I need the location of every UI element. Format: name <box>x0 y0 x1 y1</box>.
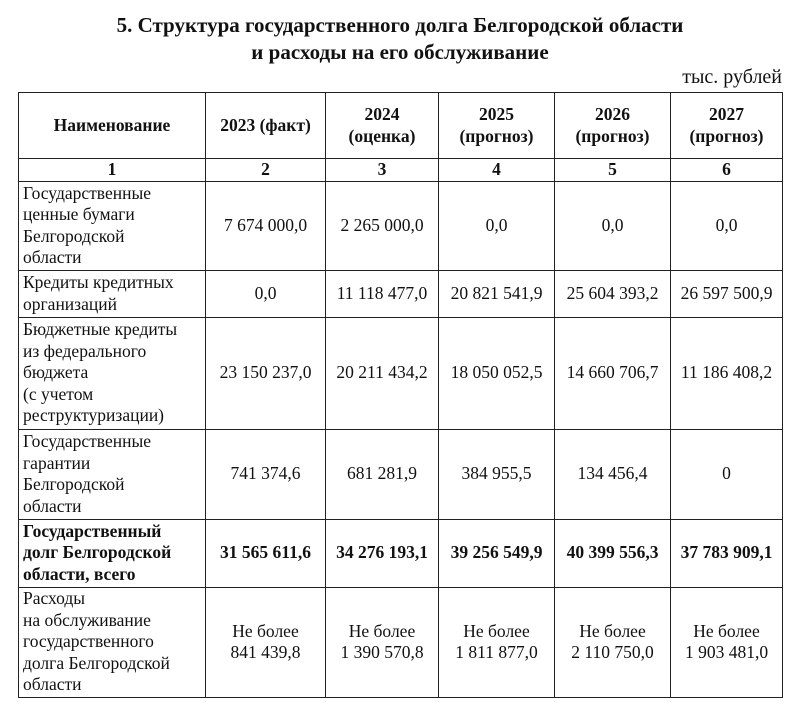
title-line-1: 5. Структура государственного долга Белгородской области <box>116 13 684 37</box>
unit-label: тыс. рублей <box>682 66 782 88</box>
header-2023: 2023 (факт) <box>206 93 326 159</box>
row-name: Расходы на обслуживание государственного долга Белгородской области <box>19 587 206 697</box>
cell-2024: Не более 1 390 570,8 <box>326 587 439 697</box>
table-row-total-debt <box>19 519 783 587</box>
cell-2026: 40 399 556,3 <box>555 519 671 587</box>
cell-2024: 681 281,9 <box>326 429 439 519</box>
column-number: 2 <box>206 159 326 182</box>
column-number-row <box>19 159 783 182</box>
cell-2025: 20 821 541,9 <box>439 270 555 317</box>
table-row-bank-credits <box>19 270 783 317</box>
table-row-guarantees <box>19 429 783 519</box>
cell-2027: 0 <box>671 429 783 519</box>
row-name: Бюджетные кредиты из федерального бюджета (с учетом реструктуризации) <box>19 317 206 429</box>
cell-2025: Не более 1 811 877,0 <box>439 587 555 697</box>
cell-2023: 31 565 611,6 <box>206 519 326 587</box>
cell-2023: 0,0 <box>206 270 326 317</box>
row-name: Государственный долг Белгородской области, всего <box>19 519 206 587</box>
cell-2023: Не более 841 439,8 <box>206 587 326 697</box>
cell-2027: Не более 1 903 481,0 <box>671 587 783 697</box>
cell-2027: 26 597 500,9 <box>671 270 783 317</box>
cell-2027: 11 186 408,2 <box>671 317 783 429</box>
cell-2024: 11 118 477,0 <box>326 270 439 317</box>
cell-2026: Не более 2 110 750,0 <box>555 587 671 697</box>
cell-2024: 2 265 000,0 <box>326 181 439 270</box>
cell-2024: 20 211 434,2 <box>326 317 439 429</box>
column-number: 1 <box>19 159 206 182</box>
header-2026: 2026 (прогноз) <box>555 93 671 159</box>
row-name: Государственные гарантии Белгородской области <box>19 429 206 519</box>
cell-2023: 7 674 000,0 <box>206 181 326 270</box>
column-number: 6 <box>671 159 783 182</box>
title-line-2: и расходы на его обслуживание <box>251 40 549 64</box>
table-row-securities <box>19 181 783 270</box>
cell-2027: 37 783 909,1 <box>671 519 783 587</box>
header-2027: 2027 (прогноз) <box>671 93 783 159</box>
cell-2026: 14 660 706,7 <box>555 317 671 429</box>
cell-2023: 741 374,6 <box>206 429 326 519</box>
header-2024: 2024 (оценка) <box>326 93 439 159</box>
cell-2025: 384 955,5 <box>439 429 555 519</box>
cell-2023: 23 150 237,0 <box>206 317 326 429</box>
column-number: 5 <box>555 159 671 182</box>
header-row <box>19 93 783 159</box>
cell-2025: 0,0 <box>439 181 555 270</box>
cell-2026: 0,0 <box>555 181 671 270</box>
debt-structure-table <box>18 92 783 698</box>
table-row-servicing-costs <box>19 587 783 697</box>
cell-2026: 134 456,4 <box>555 429 671 519</box>
cell-2024: 34 276 193,1 <box>326 519 439 587</box>
cell-2027: 0,0 <box>671 181 783 270</box>
cell-2025: 18 050 052,5 <box>439 317 555 429</box>
row-name: Кредиты кредитных организаций <box>19 270 206 317</box>
cell-2026: 25 604 393,2 <box>555 270 671 317</box>
cell-2025: 39 256 549,9 <box>439 519 555 587</box>
header-2025: 2025 (прогноз) <box>439 93 555 159</box>
table-row-budget-credits <box>19 317 783 429</box>
header-name: Наименование <box>19 93 206 159</box>
column-number: 3 <box>326 159 439 182</box>
row-name: Государственные ценные бумаги Белгородской области <box>19 181 206 270</box>
document-title <box>0 12 800 66</box>
column-number: 4 <box>439 159 555 182</box>
